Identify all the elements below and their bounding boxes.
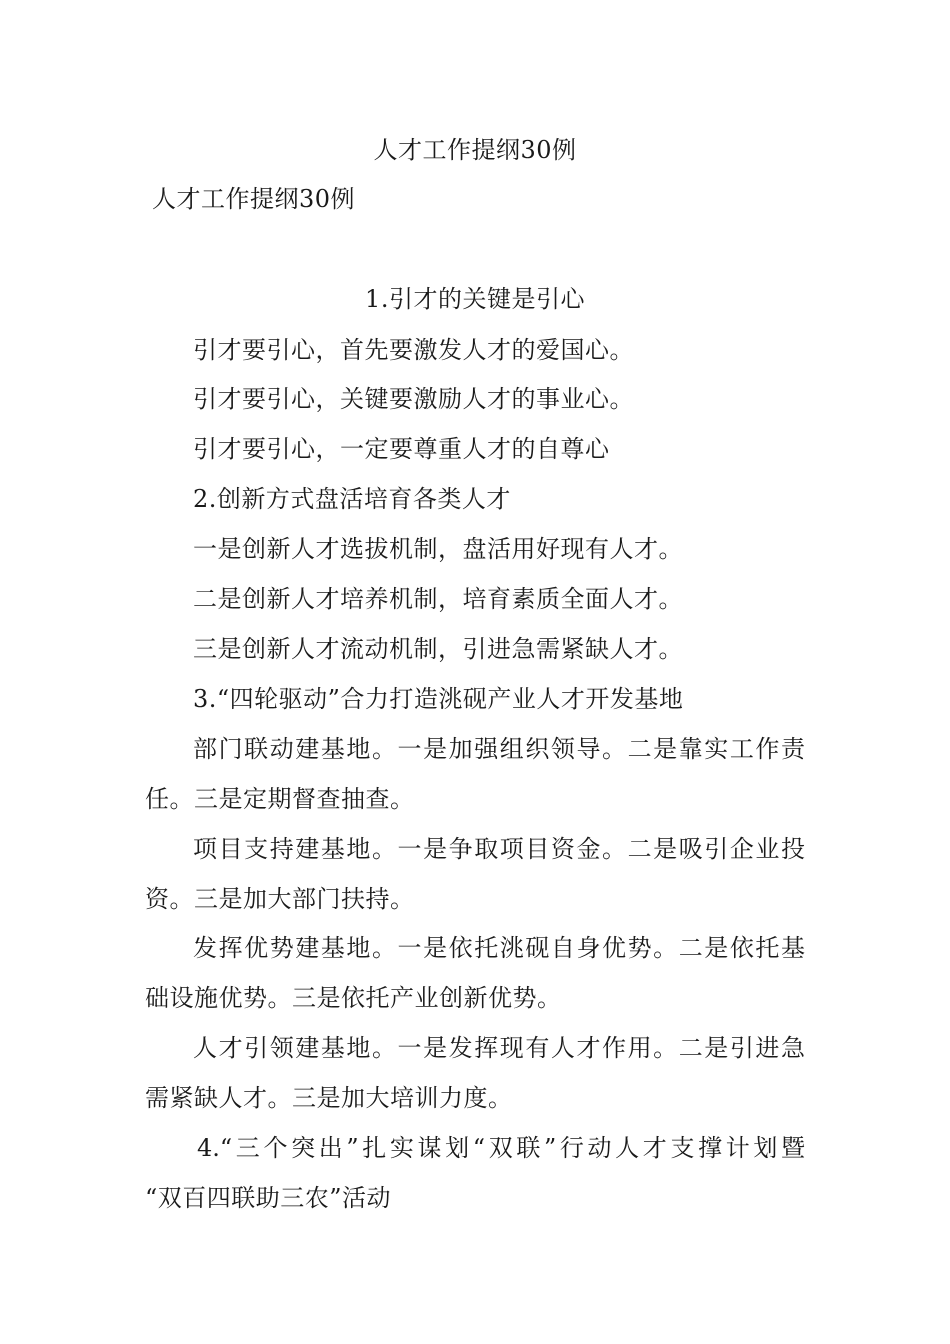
paragraph-line: 人才引领建基地。一是发挥现有人才作用。二是引进急 (193, 1034, 805, 1062)
paragraph: 一是创新人才选拔机制，盘活用好现有人才。 (193, 535, 683, 563)
paragraph: 三是创新人才流动机制，引进急需紧缺人才。 (193, 635, 683, 663)
paragraph: 二是创新人才培养机制，培育素质全面人才。 (193, 585, 683, 613)
paragraph: 引才要引心，一定要尊重人才的自尊心 (193, 435, 610, 463)
section-heading-3: 3.“四轮驱动”合力打造洮砚产业人才开发基地 (193, 685, 684, 713)
paragraph-line: 发挥优势建基地。一是依托洮砚自身优势。二是依托基 (193, 934, 805, 962)
paragraph-line: 础设施优势。三是依托产业创新优势。 (145, 984, 562, 1012)
paragraph: 引才要引心，首先要激发人才的爱国心。 (193, 336, 634, 364)
section-heading-4-continued: “双百四联助三农”活动 (145, 1184, 392, 1212)
document-title: 人才工作提纲30例 (373, 136, 577, 164)
section-heading-4: 4.“三个突出”扎实谋划“双联”行动人才支撑计划暨 (197, 1134, 805, 1162)
paragraph-line: 资。三是加大部门扶持。 (145, 885, 415, 913)
section-heading-2: 2.创新方式盘活培育各类人才 (193, 485, 511, 513)
paragraph-line: 项目支持建基地。一是争取项目资金。二是吸引企业投 (193, 835, 805, 863)
document-subtitle: 人才工作提纲30例 (152, 185, 356, 213)
paragraph-line: 部门联动建基地。一是加强组织领导。二是靠实工作责 (193, 735, 805, 763)
section-heading-1: 1.引才的关键是引心 (365, 285, 585, 313)
paragraph: 引才要引心，关键要激励人才的事业心。 (193, 385, 634, 413)
paragraph-line: 任。三是定期督查抽查。 (145, 785, 415, 813)
paragraph-line: 需紧缺人才。三是加大培训力度。 (145, 1084, 513, 1112)
